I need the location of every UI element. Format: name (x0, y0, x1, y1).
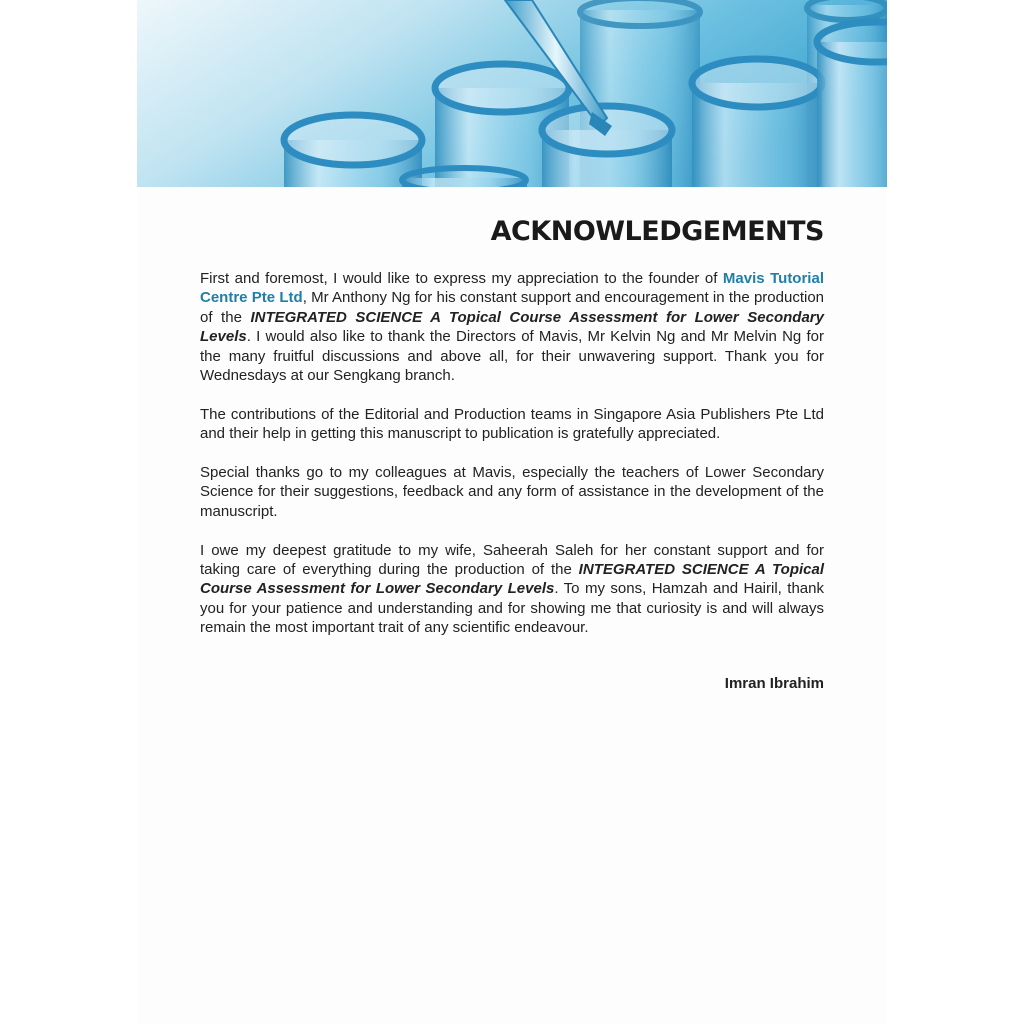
paragraph-1 (200, 269, 824, 385)
paragraph-1-text-c: . I would also like to thank the Directors of Mavis, Mr Kelvin Ng and Mr Melvin Ng for the many fruitful discussions and above all, for their unwavering support. Thank you for Wednesdays at our Sengkang branch. (200, 328, 824, 385)
organization-name: Mavis Tutorial Centre Pte Ltd (200, 270, 824, 307)
paragraph-4-text-b: . To my sons, Hamzah and Hairil, thank you for your patience and understanding and for showing me that curiosity is and will always remain the most important trait of any scientific endeavour. (200, 580, 824, 637)
paragraph-4-text-a: I owe my deepest gratitude to my wife, Saheerah Saleh for her constant support and for taking care of everything during the production of the (200, 541, 824, 579)
paragraph-4 (200, 541, 824, 638)
main-content (200, 210, 824, 692)
book-title: INTEGRATED SCIENCE A Topical Course Assessment for Lower Secondary Levels (200, 308, 824, 346)
paragraph-1-text-a: First and foremost, I would like to express my appreciation to the founder of (200, 270, 723, 287)
page-title: ACKNOWLEDGEMENTS (490, 216, 824, 247)
paragraph-3: Special thanks go to my colleagues at Mavis, especially the teachers of Lower Secondary Science for their suggestions, feedback and any form of assistance in the development of the manuscript. (200, 464, 824, 520)
author-signature: Imran Ibrahim (724, 674, 824, 692)
document-page (137, 0, 887, 1024)
banner-image (137, 0, 887, 187)
paragraph-2: The contributions of the Editorial and Production teams in Singapore Asia Publishers Pte Ltd and their help in getting this manuscript to publication is gratefully appreciated. (200, 405, 824, 443)
paragraph-1-text-b: , Mr Anthony Ng for his constant support and encouragement in the production of the (200, 289, 825, 326)
book-title: INTEGRATED SCIENCE A Topical Course Assessment for Lower Secondary Levels (200, 561, 825, 598)
